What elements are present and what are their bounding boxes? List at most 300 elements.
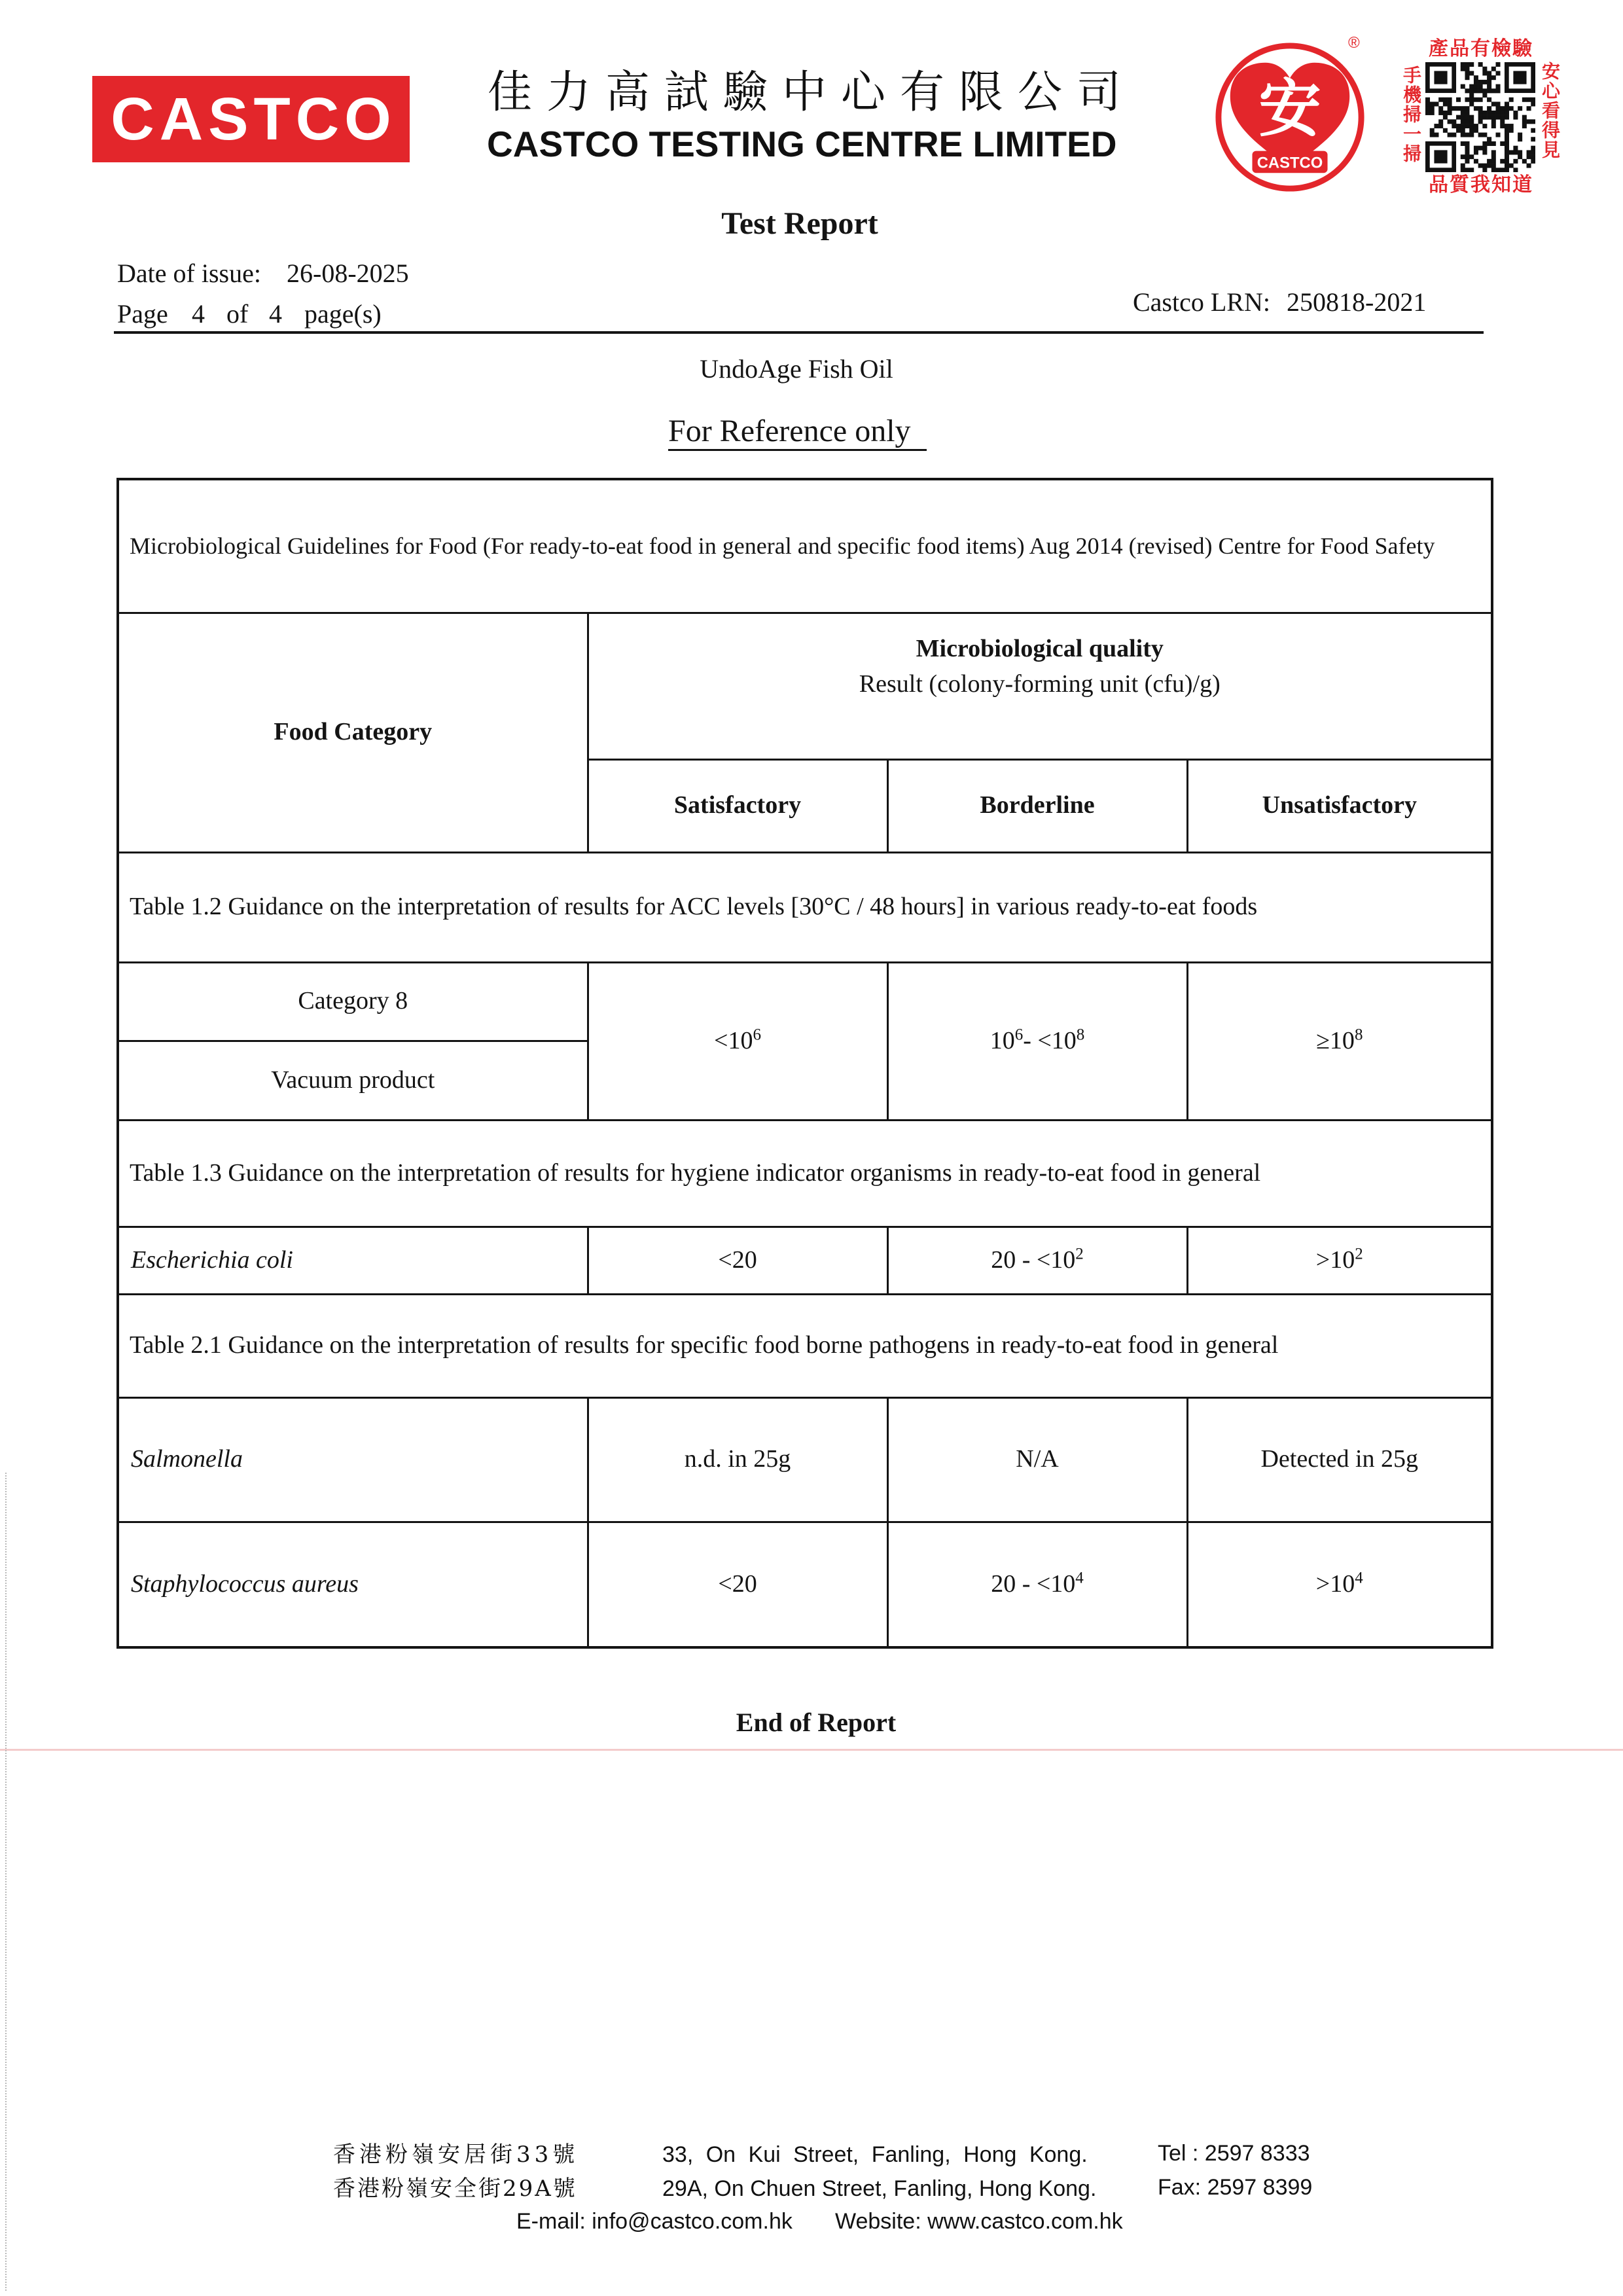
salmonella-name: Salmonella [118, 1397, 588, 1522]
qr-module [1487, 141, 1491, 146]
qr-module [1487, 137, 1491, 141]
qr-module [1500, 168, 1505, 172]
lrn-value: 250818-2021 [1287, 287, 1427, 317]
qr-module [1509, 128, 1514, 133]
value-base: Detected in 25g [1260, 1445, 1419, 1473]
qr-module [1465, 71, 1469, 75]
date-label: Date of issue: [117, 259, 261, 288]
qr-module [1505, 137, 1509, 141]
qr-module [1465, 62, 1469, 67]
qr-module [1513, 159, 1518, 164]
qr-module [1491, 88, 1496, 93]
value-base: >10 [1315, 1570, 1355, 1598]
qr-module [1500, 159, 1505, 164]
lrn-label: Castco LRN: [1133, 287, 1270, 317]
qr-module [1438, 124, 1443, 128]
guideline-source: Microbiological Guidelines for Food (For ready-to-eat food in general and specific food items) Aug 2014 (revised) Centre for Food Safety [118, 479, 1492, 613]
qr-module [1465, 159, 1469, 164]
qr-module [1482, 111, 1487, 115]
qr-module [1500, 119, 1505, 124]
qr-module [1487, 71, 1491, 75]
qr-module [1496, 106, 1501, 111]
table-row [118, 1120, 1492, 1227]
qr-module [1522, 159, 1527, 164]
section-pathogens: Table 2.1 Guidance on the interpretation of results for specific food borne pathogens in ready-to-eat food in general [118, 1294, 1492, 1397]
qr-module [1478, 88, 1483, 93]
scan-artifact-edge [5, 1473, 7, 2291]
qr-module [1469, 124, 1474, 128]
qr-module [1482, 71, 1487, 75]
qr-module [1461, 111, 1465, 115]
qr-module [1496, 115, 1501, 120]
qr-module [1461, 154, 1465, 159]
section-acc: Table 1.2 Guidance on the interpretation of results for ACC levels [30°C / 48 hours] in various ready-to-eat foods [118, 852, 1492, 962]
qr-module [1491, 111, 1496, 115]
qr-module [1500, 106, 1505, 111]
qr-module [1509, 106, 1514, 111]
quality-header: Microbiological quality [916, 634, 1164, 662]
qr-module [1496, 88, 1501, 93]
qr-module [1531, 128, 1535, 133]
end-of-report: End of Report [736, 1708, 897, 1737]
qr-module [1491, 154, 1496, 159]
value-base: 20 - <10 [991, 1570, 1076, 1598]
qr-module [1505, 159, 1509, 164]
qr-module [1491, 150, 1496, 154]
qr-module [1430, 128, 1435, 133]
qr-module [1478, 133, 1483, 137]
qr-module [1469, 154, 1474, 159]
salmonella-satisfactory [588, 1397, 887, 1522]
qr-module [1474, 150, 1478, 154]
qr-module [1478, 115, 1483, 120]
qr-module [1482, 141, 1487, 146]
footer-fax: Fax: 2597 8399 [1158, 2175, 1313, 2200]
value-exponent: 2 [1355, 1245, 1363, 1263]
qr-module [1496, 168, 1501, 172]
qr-module [1531, 150, 1535, 154]
qr-module [1465, 75, 1469, 80]
acc-satisfactory [588, 962, 887, 1120]
qr-module [1469, 168, 1474, 172]
qr-panel [1398, 37, 1565, 198]
qr-module [1461, 168, 1465, 172]
qr-module [1469, 84, 1474, 89]
qr-module [1487, 88, 1491, 93]
qr-module [1474, 84, 1478, 89]
value-base: 10 [990, 1026, 1015, 1054]
qr-module [1448, 119, 1452, 124]
page-of-label: of [226, 299, 249, 329]
value-exponent: 4 [1075, 1569, 1084, 1587]
qr-module [1461, 124, 1465, 128]
ecoli-borderline [887, 1227, 1187, 1294]
qr-module [1448, 133, 1452, 137]
acc-product: Vacuum product [118, 1041, 588, 1120]
qr-module [1509, 98, 1514, 102]
qr-module [1465, 119, 1469, 124]
qr-module [1461, 84, 1465, 89]
qr-module [1478, 111, 1483, 115]
qr-module [1474, 98, 1478, 102]
qr-module [1487, 159, 1491, 164]
value-base: <20 [718, 1246, 757, 1274]
badge-text: CASTCO [1257, 154, 1323, 172]
qr-module [1469, 115, 1474, 120]
qr-module [1505, 146, 1509, 151]
qr-module [1465, 115, 1469, 120]
qr-module [1478, 80, 1483, 84]
qr-module [1491, 67, 1496, 71]
registered-mark: ® [1348, 34, 1360, 52]
qr-module [1469, 98, 1474, 102]
qr-module [1482, 164, 1487, 168]
qr-module [1443, 111, 1448, 115]
qr-caption-bottom: 品質我知道 [1429, 173, 1533, 196]
qr-module [1452, 106, 1456, 111]
qr-module [1443, 115, 1448, 120]
qr-module [1500, 115, 1505, 120]
qr-finder-inner [1513, 71, 1526, 84]
qr-module [1452, 124, 1456, 128]
qr-module [1469, 128, 1474, 133]
qr-module [1443, 101, 1448, 106]
footer-website[interactable]: Website: www.castco.com.hk [835, 2209, 1123, 2234]
ecoli-name: Escherichia coli [118, 1227, 588, 1294]
table-row [118, 852, 1492, 962]
qr-module [1448, 106, 1452, 111]
qr-finder-inner [1434, 150, 1447, 163]
page-label: Page [117, 299, 168, 329]
qr-module [1505, 111, 1509, 115]
table-row [118, 1522, 1492, 1647]
qr-module [1425, 111, 1430, 115]
qr-module [1491, 75, 1496, 80]
qr-module [1434, 124, 1438, 128]
qr-module [1505, 168, 1509, 172]
acc-borderline [887, 962, 1187, 1120]
qr-module [1482, 124, 1487, 128]
salmonella-borderline [887, 1397, 1187, 1522]
salmonella-unsatisfactory [1187, 1397, 1492, 1522]
qr-module [1482, 168, 1487, 172]
qr-module [1531, 137, 1535, 141]
qr-module [1527, 119, 1531, 124]
qr-module [1465, 111, 1469, 115]
value-base: >10 [1315, 1246, 1355, 1274]
qr-module [1496, 111, 1501, 115]
value-base: - <10 [1023, 1026, 1077, 1054]
qr-module [1513, 168, 1518, 172]
qr-module [1496, 62, 1501, 67]
qr-module [1522, 119, 1527, 124]
qr-module [1482, 80, 1487, 84]
qr-module [1465, 168, 1469, 172]
qr-module [1491, 159, 1496, 164]
qr-module [1487, 164, 1491, 168]
qr-module [1496, 84, 1501, 89]
qr-module [1509, 164, 1514, 168]
qr-module [1522, 115, 1527, 120]
qr-module [1461, 141, 1465, 146]
qr-module [1478, 84, 1483, 89]
value-base: N/A [1016, 1445, 1059, 1473]
qr-module [1474, 88, 1478, 93]
qr-module [1500, 141, 1505, 146]
qr-module [1531, 146, 1535, 151]
value-base: n.d. in 25g [684, 1445, 791, 1473]
qr-module [1531, 159, 1535, 164]
qr-module [1469, 71, 1474, 75]
qr-module [1452, 133, 1456, 137]
qr-module [1513, 115, 1518, 120]
section-hygiene: Table 1.3 Guidance on the interpretation of results for hygiene indicator organisms in ready-to-eat food in general [118, 1120, 1492, 1227]
acc-unsatisfactory [1187, 962, 1492, 1120]
qr-module [1513, 150, 1518, 154]
qr-module [1518, 137, 1522, 141]
food-category-header: Food Category [118, 613, 588, 852]
qr-module [1452, 119, 1456, 124]
value-base: 20 - <10 [991, 1246, 1076, 1274]
qr-module [1527, 154, 1531, 159]
qr-module [1456, 128, 1461, 133]
qr-module [1482, 93, 1487, 98]
qr-module [1461, 62, 1465, 67]
qr-module [1434, 133, 1438, 137]
qr-module [1474, 146, 1478, 151]
qr-module [1469, 88, 1474, 93]
qr-module [1469, 119, 1474, 124]
qr-module [1456, 106, 1461, 111]
reference-notice: For Reference only [668, 414, 927, 451]
qr-module [1438, 98, 1443, 102]
qr-module [1469, 101, 1474, 106]
qr-module [1478, 146, 1483, 151]
qr-module [1482, 146, 1487, 151]
col-borderline: Borderline [887, 759, 1187, 852]
qr-module [1461, 164, 1465, 168]
staph-name: Staphylococcus aureus [118, 1522, 588, 1647]
qr-module [1487, 84, 1491, 89]
qr-module [1487, 98, 1491, 102]
qr-module [1491, 141, 1496, 146]
footer-address1-chinese: 香港粉嶺安居街33號 [333, 2142, 579, 2168]
report-title: Test Report [721, 206, 878, 241]
qr-module [1478, 119, 1483, 124]
table-row [118, 1294, 1492, 1397]
qr-module [1465, 133, 1469, 137]
qr-module [1461, 128, 1465, 133]
qr-module [1505, 124, 1509, 128]
qr-module [1465, 67, 1469, 71]
quality-subheader: Result (colony-forming unit (cfu)/g) [859, 670, 1221, 698]
qr-module [1505, 106, 1509, 111]
qr-module [1434, 101, 1438, 106]
qr-module [1527, 150, 1531, 154]
qr-module [1505, 164, 1509, 168]
footer-tel: Tel : 2597 8333 [1158, 2141, 1310, 2166]
table-row [118, 1227, 1492, 1294]
qr-module [1491, 124, 1496, 128]
col-satisfactory: Satisfactory [588, 759, 887, 852]
qr-module [1482, 133, 1487, 137]
value-exponent: 2 [1075, 1245, 1084, 1263]
qr-module [1518, 106, 1522, 111]
qr-module [1505, 154, 1509, 159]
qr-module [1518, 154, 1522, 159]
qr-module [1425, 98, 1430, 102]
value-base: <20 [718, 1570, 757, 1598]
qr-module [1465, 141, 1469, 146]
qr-module [1448, 101, 1452, 106]
qr-module [1448, 98, 1452, 102]
qr-module [1487, 106, 1491, 111]
qr-module [1509, 150, 1514, 154]
qr-module [1487, 75, 1491, 80]
value-exponent: 6 [753, 1026, 761, 1044]
qr-module [1469, 93, 1474, 98]
qr-module [1456, 115, 1461, 120]
qr-module [1531, 101, 1535, 106]
qr-module [1505, 128, 1509, 133]
qr-module [1474, 106, 1478, 111]
qr-module [1474, 124, 1478, 128]
qr-module [1482, 150, 1487, 154]
castco-logo: CASTCO [92, 76, 410, 162]
qr-module [1505, 141, 1509, 146]
qr-module [1478, 106, 1483, 111]
qr-code[interactable] [1425, 62, 1535, 172]
qr-module [1496, 71, 1501, 75]
qr-module [1465, 150, 1469, 154]
footer-email[interactable]: E-mail: info@castco.com.hk [516, 2209, 793, 2234]
qr-module [1522, 124, 1527, 128]
pages-label: page(s) [304, 299, 382, 329]
qr-module [1513, 111, 1518, 115]
qr-module [1531, 119, 1535, 124]
company-name-chinese: 佳力高試驗中心有限公司 [488, 67, 1136, 118]
qr-module [1491, 115, 1496, 120]
value-exponent: 8 [1076, 1026, 1085, 1044]
qr-module [1461, 67, 1465, 71]
qr-module [1518, 133, 1522, 137]
microbiological-guidelines-table [116, 478, 1493, 1649]
qr-module [1491, 164, 1496, 168]
qr-module [1448, 111, 1452, 115]
header-rule [114, 331, 1484, 334]
qr-module [1527, 164, 1531, 168]
value-exponent: 4 [1355, 1569, 1363, 1587]
qr-module [1487, 80, 1491, 84]
qr-module [1465, 106, 1469, 111]
qr-finder-inner [1434, 71, 1447, 84]
footer-address1-english: 33, On Kui Street, Fanling, Hong Kong. [662, 2142, 1088, 2167]
qr-module [1474, 75, 1478, 80]
qr-module [1461, 115, 1465, 120]
qr-module [1474, 128, 1478, 133]
badge-character: 安 [1258, 73, 1321, 145]
qr-module [1465, 124, 1469, 128]
qr-module [1505, 150, 1509, 154]
company-name-english: CASTCO TESTING CENTRE LIMITED [487, 124, 1117, 164]
qr-module [1474, 159, 1478, 164]
value-base: ≥10 [1316, 1026, 1355, 1054]
page-current: 4 [192, 299, 205, 329]
value-exponent: 6 [1014, 1026, 1024, 1044]
qr-module [1474, 80, 1478, 84]
qr-module [1438, 106, 1443, 111]
date-value: 26-08-2025 [287, 259, 409, 288]
qr-caption-left: 手機掃一掃 [1400, 65, 1422, 164]
quality-header-cell [588, 613, 1492, 759]
qr-module [1491, 101, 1496, 106]
ecoli-unsatisfactory [1187, 1227, 1492, 1294]
qr-module [1461, 133, 1465, 137]
qr-module [1461, 119, 1465, 124]
qr-module [1443, 128, 1448, 133]
qr-module [1500, 111, 1505, 115]
castco-heart-badge [1212, 39, 1368, 195]
footer-address2-english: 29A, On Chuen Street, Fanling, Hong Kong. [662, 2176, 1097, 2201]
product-name: UndoAge Fish Oil [700, 354, 893, 384]
qr-module [1527, 98, 1531, 102]
qr-module [1438, 111, 1443, 115]
col-unsatisfactory: Unsatisfactory [1187, 759, 1492, 852]
acc-category: Category 8 [118, 962, 588, 1041]
qr-module [1478, 98, 1483, 102]
qr-module [1443, 98, 1448, 102]
table-row [118, 1397, 1492, 1522]
qr-module [1496, 133, 1501, 137]
qr-module [1527, 106, 1531, 111]
qr-module [1509, 124, 1514, 128]
qr-module [1456, 124, 1461, 128]
qr-module [1465, 146, 1469, 151]
qr-module [1430, 133, 1435, 137]
qr-module [1518, 150, 1522, 154]
qr-module [1496, 101, 1501, 106]
staph-unsatisfactory [1187, 1522, 1492, 1647]
qr-module [1425, 101, 1430, 106]
qr-module [1482, 115, 1487, 120]
qr-module [1430, 111, 1435, 115]
qr-module [1465, 154, 1469, 159]
scan-artifact-line [0, 1749, 1623, 1751]
qr-module [1465, 88, 1469, 93]
qr-module [1487, 115, 1491, 120]
table-row [118, 613, 1492, 759]
staph-borderline [887, 1522, 1187, 1647]
qr-module [1478, 62, 1483, 67]
qr-module [1469, 62, 1474, 67]
qr-caption-top: 產品有檢驗 [1429, 37, 1533, 60]
qr-module [1505, 101, 1509, 106]
qr-module [1465, 98, 1469, 102]
footer-address2-chinese: 香港粉嶺安全街29A號 [333, 2176, 577, 2202]
qr-module [1491, 119, 1496, 124]
ecoli-satisfactory [588, 1227, 887, 1294]
table-row [118, 479, 1492, 613]
qr-module [1531, 98, 1535, 102]
value-base: <10 [714, 1026, 753, 1054]
qr-module [1505, 115, 1509, 120]
qr-caption-right: 安心看得見 [1539, 62, 1561, 160]
qr-module [1482, 67, 1487, 71]
qr-module [1469, 133, 1474, 137]
qr-module [1522, 98, 1527, 102]
qr-module [1478, 164, 1483, 168]
qr-module [1438, 119, 1443, 124]
